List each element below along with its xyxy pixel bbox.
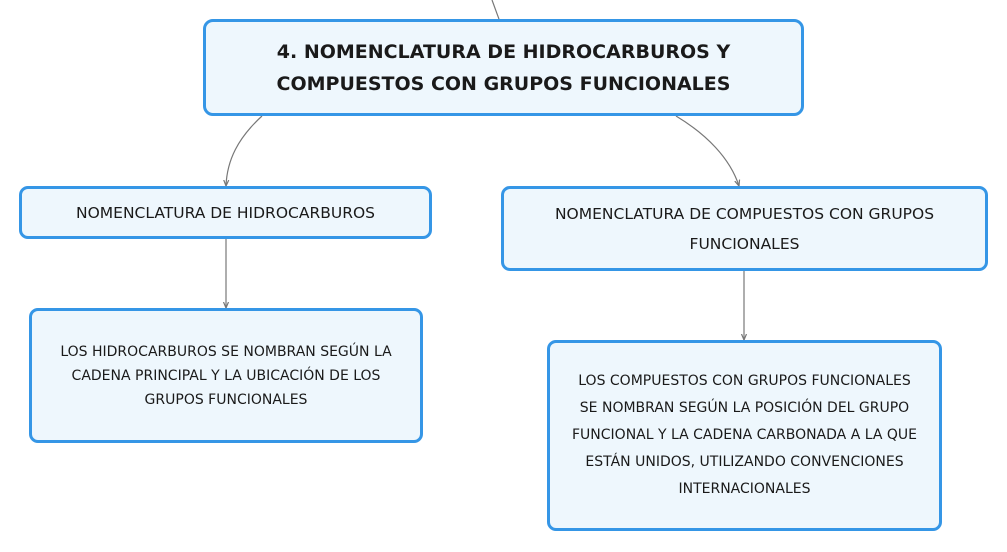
main-topic-label: 4. NOMENCLATURA DE HIDROCARBUROS Y COMPUESTOS CON GRUPOS FUNCIONALES [276,40,731,95]
description-node-hidrocarburos[interactable] [29,308,423,443]
connector-main-to-compuestos [676,116,739,186]
description-text-hidrocarburos: LOS HIDROCARBUROS SE NOMBRAN SEGÚN LA CADENA PRINCIPAL Y LA UBICACIÓN DE LOS GRUPOS FUNCIONALES [60,343,392,408]
subtopic-node-compuestos[interactable] [501,186,988,271]
connector-parent-to-main [492,0,499,19]
subtopic-label-hidrocarburos: NOMENCLATURA DE HIDROCARBUROS [75,203,376,222]
subtopic-label-compuestos: NOMENCLATURA DE COMPUESTOS CON GRUPOS FUNCIONALES [554,204,935,253]
description-text-compuestos: LOS COMPUESTOS CON GRUPOS FUNCIONALES SE NOMBRAN SEGÚN LA POSICIÓN DEL GRUPO FUNCIONAL Y LA CADENA CARBONADA A LA QUE ESTÁN UNIDOS, UTILIZANDO CONVENCIONES INTERNACIONALES [572,373,917,497]
connector-main-to-hidrocarburos [226,116,262,186]
description-node-compuestos[interactable] [547,340,942,531]
main-topic-node[interactable] [203,19,804,116]
subtopic-node-hidrocarburos[interactable] [19,186,432,239]
